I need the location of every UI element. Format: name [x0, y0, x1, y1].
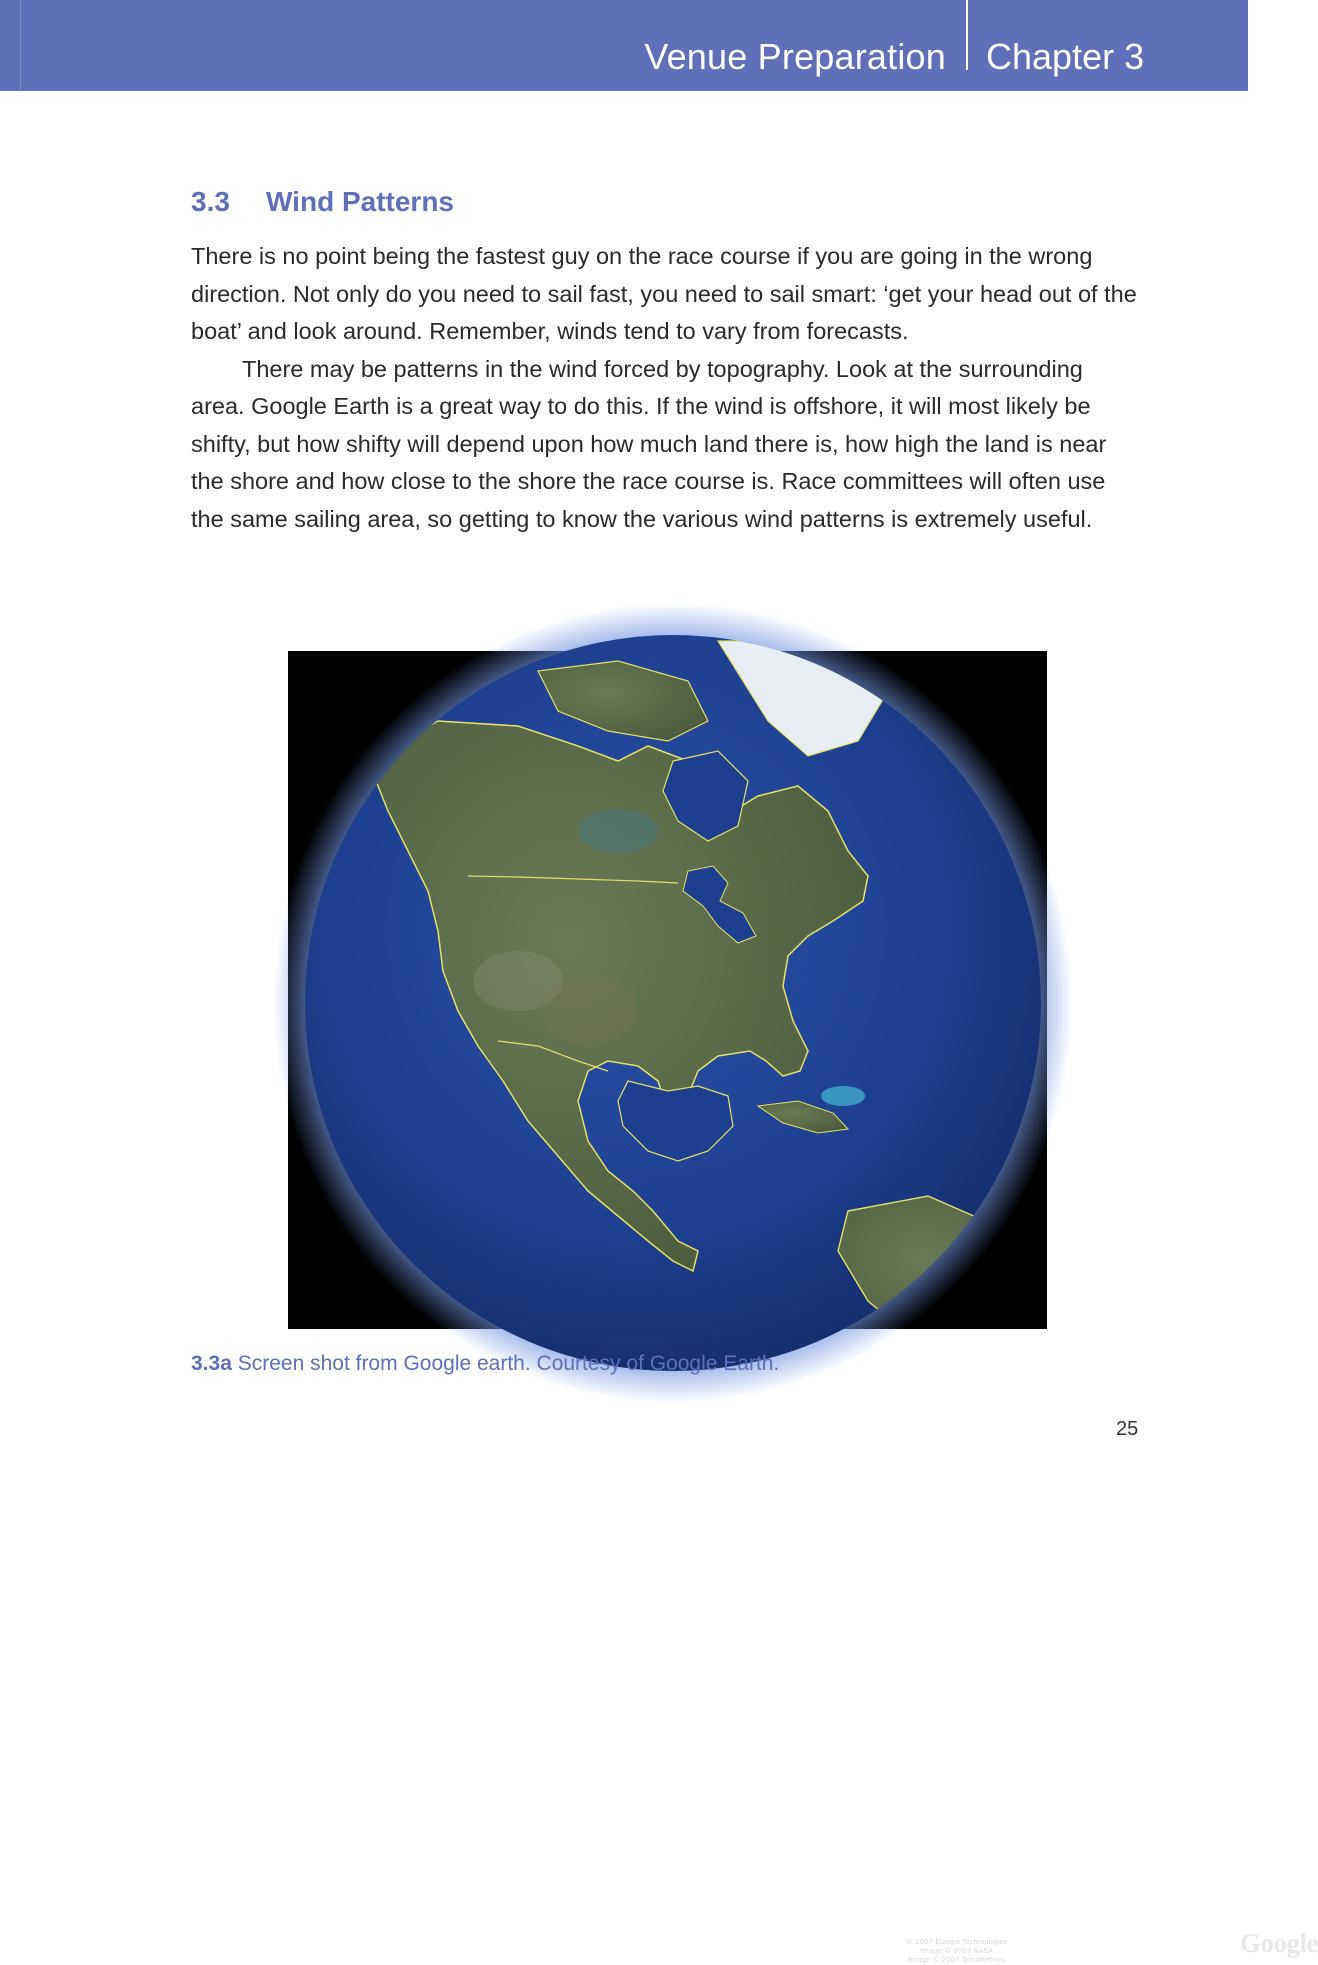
running-header-chapter: Chapter 3 [986, 36, 1145, 77]
running-header-section: Venue Preparation [644, 36, 946, 77]
header-margin-line [20, 0, 21, 91]
image-credits [884, 1938, 1029, 1965]
bahamas-shallows [821, 1086, 865, 1106]
figure-caption-text: Screen shot from Google earth. Courtesy of Google Earth. [231, 1352, 780, 1375]
image-credit-line: Image © 2007 NASA [920, 1947, 993, 1955]
page-number: 25 [1116, 1418, 1139, 1440]
figure-caption [191, 1352, 779, 1376]
land-texture [578, 809, 658, 853]
section-heading [191, 186, 454, 218]
paragraph-2: There may be patterns in the wind forced by topography. Look at the surrounding area. Google Earth is a great way to do this. If the wind is offshore, it will most likely be shifty, but how shifty will depend upon how much land there is, how high the land is near the shore and how close to the shore the race course is. Race committees will often use the same sailing area, so getting to know the various wind patterns is extremely useful. [191, 355, 1107, 532]
globe-image [288, 651, 1047, 1329]
section-title: Wind Patterns [266, 186, 454, 217]
land-texture [538, 976, 638, 1046]
header-divider [966, 0, 968, 70]
image-credit-line: © 2007 Europa Technologies [905, 1938, 1008, 1946]
section-number: 3.3 [191, 186, 230, 217]
header-bar [0, 0, 1248, 91]
body-text [191, 238, 1141, 538]
figure-caption-label: 3.3a [191, 1352, 232, 1375]
paragraph-1: There is no point being the fastest guy on the race course if you are going in the wrong direction. Not only do you need to sail fast, you need to sail smart: ‘get your head out of the boat’ and look around. Remember, winds tend to vary from forecasts. [191, 243, 1137, 344]
google-logo: Google [1240, 1928, 1318, 1958]
image-credit-line: Image © 2007 TerraMetrics [908, 1956, 1005, 1964]
